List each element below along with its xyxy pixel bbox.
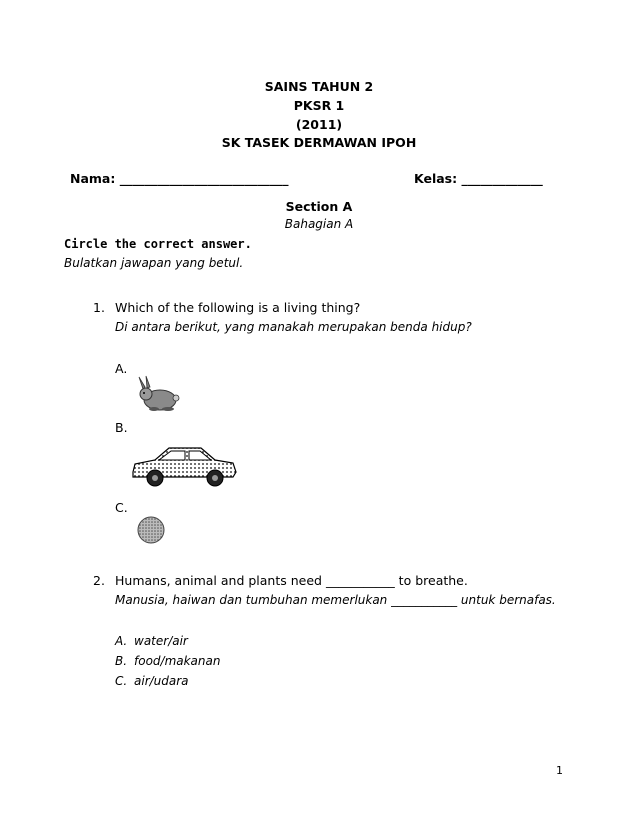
q2-option-a-letter[interactable]: A. [115, 634, 128, 648]
rabbit-image[interactable] [136, 374, 184, 414]
q2-option-c-text[interactable]: air/udara [134, 674, 189, 688]
q2-option-a-text[interactable]: water/air [134, 634, 188, 648]
car-image[interactable] [129, 442, 239, 488]
title-line-1: SAINS TAHUN 2 [264, 79, 374, 94]
section-title: Section A [285, 199, 353, 214]
question-1-text-ms: Di antara berikut, yang manakah merupakan benda hidup? [115, 320, 472, 334]
q1-option-a-letter[interactable]: A. [115, 361, 128, 376]
page-number: 1 [556, 764, 563, 777]
q1-option-b-letter[interactable]: B. [115, 420, 128, 435]
q2-option-b-text[interactable]: food/makanan [134, 654, 221, 668]
question-2-text-ms: Manusia, haiwan dan tumbuhan memerlukan ___________ untuk bernafas. [115, 593, 556, 607]
ball-image[interactable] [136, 515, 166, 545]
name-field[interactable]: Nama: ___________________________ [70, 171, 289, 186]
instruction-en: Circle the correct answer. [64, 237, 252, 251]
q2-option-c-letter[interactable]: C. [115, 674, 128, 688]
question-1-text-en: Which of the following is a living thing? [115, 300, 361, 315]
question-1-number: 1. [93, 300, 105, 315]
q2-option-b-letter[interactable]: B. [115, 654, 128, 668]
section-subtitle: Bahagian A [284, 217, 354, 231]
question-2-number: 2. [93, 573, 105, 588]
q1-option-c-letter[interactable]: C. [115, 500, 128, 515]
title-line-4: SK TASEK DERMAWAN IPOH [221, 135, 417, 150]
class-field[interactable]: Kelas: _____________ [414, 171, 543, 186]
title-line-2: PKSR 1 [293, 98, 345, 113]
title-line-3: (2011) [295, 117, 343, 132]
instruction-ms: Bulatkan jawapan yang betul. [64, 256, 244, 270]
question-2-text-en: Humans, animal and plants need ___________ to breathe. [115, 573, 468, 588]
